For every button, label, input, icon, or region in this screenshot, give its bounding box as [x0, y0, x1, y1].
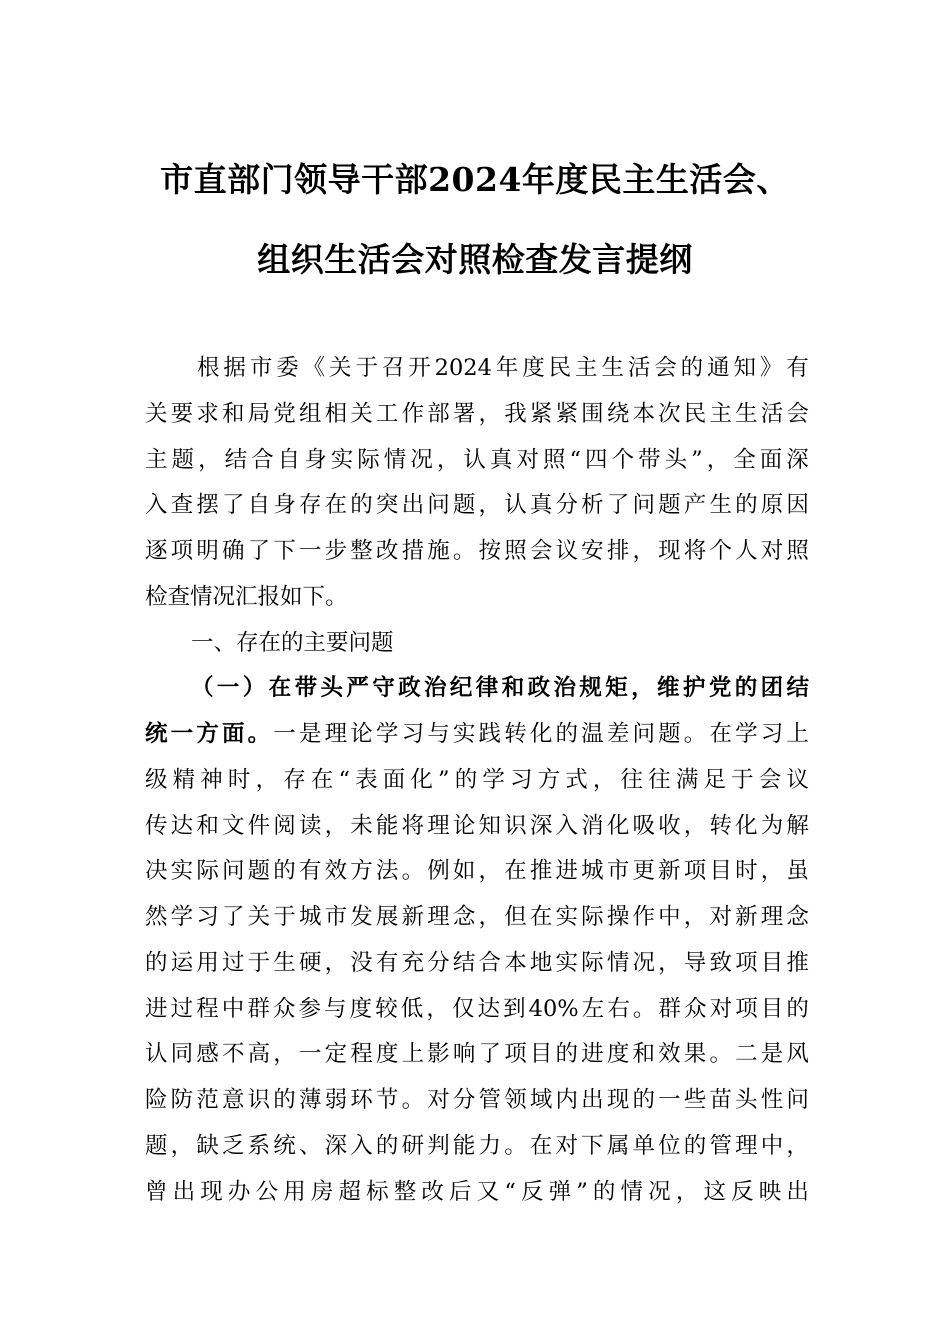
body-line-1: 级 精 神 时 ， 存 在 “ 表 面 化 ” 的 学 习 方 式 ， 往 往 满 足 于 会 议 [145, 766, 809, 793]
body-line-5: 的 运 用 过 于 生 硬 ， 没 有 充 分 结 合 本 地 实 际 情 况 ， 导 致 项 目 推 [145, 949, 809, 976]
intro-line-2: 关 要 求 和 局 党 组 相 关 工 作 部 署 ， 我 紧 紧 围 绕 本 次 民 主 生 活 会 [145, 400, 809, 427]
document-title [0, 140, 950, 300]
intro-line-1: 根 据 市 委 《 关 于 召 开 2024 年 度 民 主 生 活 会 的 通 知 》 有 [197, 355, 809, 381]
subsection-line-2: 统 一 方 面 。 一 是 理 论 学 习 与 实 践 转 化 的 温 差 问 题 。 在 学 习 上 [145, 721, 809, 747]
body-line-8: 险 防 范 意 识 的 薄 弱 环 节 。 对 分 管 领 域 内 出 现 的 一 些 苗 头 性 问 [145, 1087, 809, 1113]
intro-line-4: 入 查 摆 了 自 身 存 在 的 突 出 问 题 ， 认 真 分 析 了 问 题 产 生 的 原 因 [145, 492, 809, 519]
body-line-10: 曾 出 现 办 公 用 房 超 标 整 改 后 又 “ 反 弹 ” 的 情 况 ， 这 反 映 出 [145, 1178, 809, 1205]
subsection-line-1: （ 一 ） 在 带 头 严 守 政 治 纪 律 和 政 治 规 矩 ， 维 护 党 的 团 结 [191, 675, 809, 702]
body-line-4: 然 学 习 了 关 于 城 市 发 展 新 理 念 ， 但 在 实 际 操 作 中 ， 对 新 理 念 [145, 904, 809, 930]
document-body [145, 346, 809, 1215]
intro-line-6: 检查情况汇报如下。 [145, 583, 348, 610]
title-line-2: 组织生活会对照检查发言提纲 [257, 240, 693, 279]
body-line-2: 传 达 和 文 件 阅 读 ， 未 能 将 理 论 知 识 深 入 消 化 吸 收 ， 转 化 为 解 [145, 812, 809, 839]
body-line-3: 决 实 际 问 题 的 有 效 方 法 。 例 如 ， 在 推 进 城 市 更 新 项 目 时 ， 虽 [145, 858, 809, 885]
intro-line-5: 逐 项 明 确 了 下 一 步 整 改 措 施 。 按 照 会 议 安 排 ， 现 将 个 人 对 照 [145, 538, 809, 564]
body-line-7: 认 同 感 不 高 ， 一 定 程 度 上 影 响 了 项 目 的 进 度 和 效 果 。 二 是 风 [145, 1041, 809, 1068]
section-heading: 一、存在的主要问题 [191, 629, 394, 656]
body-line-9: 题 ， 缺 乏 系 统 、 深 入 的 研 判 能 力 。 在 对 下 属 单 位 的 管 理 中 ， [145, 1132, 809, 1159]
title-line-1: 市直部门领导干部2024年度民主生活会、 [160, 160, 790, 199]
body-line-6: 进 过 程 中 群 众 参 与 度 较 低 ， 仅 达 到 40% 左 右 。 群 众 对 项 目 的 [145, 995, 809, 1022]
intro-line-3: 主 题 ， 结 合 自 身 实 际 情 况 ， 认 真 对 照 “ 四 个 带 头 ” ， 全 面 深 [145, 446, 809, 473]
